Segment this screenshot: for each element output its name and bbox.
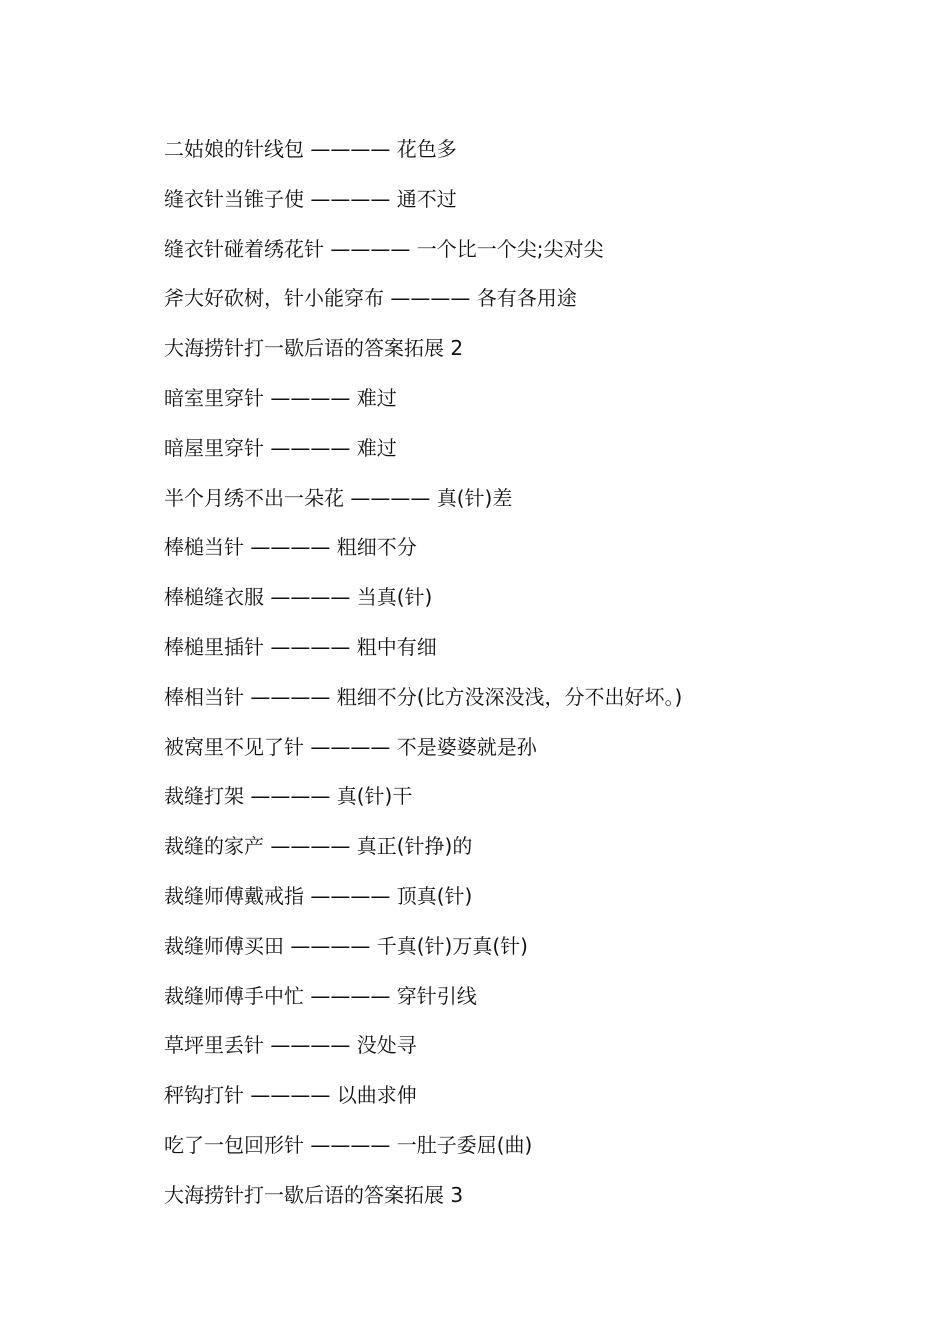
- text-body: [164, 132, 904, 1228]
- text-line: 裁缝师傅戴戒指 ———— 顶真(针): [164, 883, 473, 908]
- text-line: 吃了一包回形针 ———— 一肚子委屈(曲): [164, 1132, 533, 1157]
- text-line: 斧大好砍树，针小能穿布 ———— 各有各用途: [164, 286, 577, 311]
- text-line: 缝衣针碰着绣花针 ———— 一个比一个尖;尖对尖: [164, 236, 604, 261]
- text-line: 被窝里不见了针 ———— 不是婆婆就是孙: [164, 734, 537, 759]
- text-line: 秤钩打针 ———— 以曲求伸: [164, 1083, 417, 1108]
- text-line: 暗室里穿针 ———— 难过: [164, 385, 397, 410]
- text-line: 裁缝的家产 ———— 真正(针挣)的: [164, 834, 473, 859]
- section-heading: 大海捞针打一歇后语的答案拓展 3: [164, 1182, 464, 1207]
- text-line: 二姑娘的针线包 ———— 花色多: [164, 137, 457, 161]
- text-line: 草坪里丢针 ———— 没处寻: [164, 1033, 417, 1058]
- text-line: 棒槌缝衣服 ———— 当真(针): [164, 585, 433, 610]
- text-line: 裁缝师傅买田 ———— 千真(针)万真(针): [164, 933, 528, 958]
- section-heading: 大海捞针打一歇后语的答案拓展 2: [164, 336, 464, 361]
- text-line: 暗屋里穿针 ———— 难过: [164, 435, 397, 460]
- text-line: 棒槌当针 ———— 粗细不分: [164, 535, 417, 560]
- text-line: 裁缝师傅手中忙 ———— 穿针引线: [164, 983, 477, 1008]
- text-line: 缝衣针当锥子使 ———— 通不过: [164, 186, 457, 211]
- text-line: 半个月绣不出一朵花 ———— 真(针)差: [164, 485, 513, 510]
- text-line: 裁缝打架 ———— 真(针)干: [164, 784, 413, 809]
- text-line: 棒相当针 ———— 粗细不分(比方没深没浅，分不出好坏。): [164, 684, 683, 709]
- text-line: 棒槌里插针 ———— 粗中有细: [164, 634, 437, 659]
